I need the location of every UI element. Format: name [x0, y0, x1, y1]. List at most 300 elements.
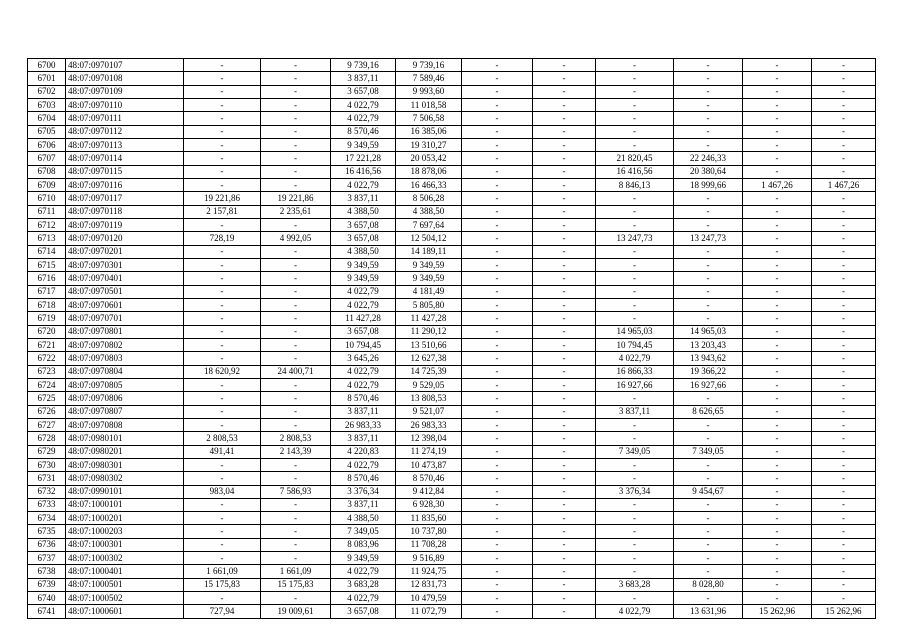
table-cell-v6: - — [533, 245, 596, 258]
table-cell-cadastral-number: 48:07:0970117 — [66, 192, 184, 205]
table-cell-v9: - — [743, 512, 812, 525]
table-cell-v5: - — [462, 178, 533, 191]
table-cell-v9: - — [743, 485, 812, 498]
table-cell-cadastral-number: 48:07:0980302 — [66, 472, 184, 485]
table-cell-v6: - — [533, 325, 596, 338]
table-cell-row-number: 6741 — [28, 605, 66, 618]
table-cell-cadastral-number: 48:07:0970805 — [66, 378, 184, 391]
table-cell-v10: - — [812, 405, 876, 418]
table-cell-v7: - — [596, 525, 674, 538]
table-row — [28, 352, 876, 365]
table-cell-v7: - — [596, 432, 674, 445]
table-cell-cadastral-number: 48:07:0970118 — [66, 205, 184, 218]
table-cell-v4: 9 349,59 — [396, 258, 462, 271]
table-cell-v8: - — [674, 512, 743, 525]
table-cell-v7: - — [596, 72, 674, 85]
table-cell-v2: - — [261, 418, 331, 431]
table-cell-v2: - — [261, 498, 331, 511]
table-cell-row-number: 6720 — [28, 325, 66, 338]
table-cell-v3: 3 376,34 — [331, 485, 396, 498]
table-cell-v4: 10 473,87 — [396, 458, 462, 471]
table-cell-v7: 10 794,45 — [596, 338, 674, 351]
table-row — [28, 85, 876, 98]
table-cell-v8: - — [674, 72, 743, 85]
table-cell-v6: - — [533, 512, 596, 525]
table-cell-v8: 13 631,96 — [674, 605, 743, 618]
table-cell-row-number: 6734 — [28, 512, 66, 525]
table-cell-v10: - — [812, 485, 876, 498]
table-cell-v3: 7 349,05 — [331, 525, 396, 538]
table-cell-v4: 9 521,07 — [396, 405, 462, 418]
table-cell-v8: 14 965,03 — [674, 325, 743, 338]
table-cell-v1: - — [184, 165, 261, 178]
table-cell-v6: - — [533, 178, 596, 191]
table-cell-row-number: 6728 — [28, 432, 66, 445]
table-cell-v9: 1 467,26 — [743, 178, 812, 191]
table-cell-cadastral-number: 48:07:1000101 — [66, 498, 184, 511]
table-cell-v2: - — [261, 592, 331, 605]
table-row — [28, 458, 876, 471]
table-cell-v10: - — [812, 538, 876, 551]
table-cell-v1: 2 808,53 — [184, 432, 261, 445]
table-cell-v2: - — [261, 98, 331, 111]
table-cell-v8: - — [674, 125, 743, 138]
table-cell-v5: - — [462, 432, 533, 445]
table-cell-v2: - — [261, 178, 331, 191]
table-cell-v4: 11 072,79 — [396, 605, 462, 618]
table-cell-v2: - — [261, 458, 331, 471]
table-cell-v9: - — [743, 352, 812, 365]
table-row — [28, 525, 876, 538]
table-cell-row-number: 6715 — [28, 258, 66, 271]
table-cell-v5: - — [462, 552, 533, 565]
table-cell-v1: - — [184, 525, 261, 538]
table-cell-v4: 13 510,66 — [396, 338, 462, 351]
table-cell-v10: - — [812, 552, 876, 565]
table-cell-row-number: 6735 — [28, 525, 66, 538]
table-cell-v4: 9 349,59 — [396, 272, 462, 285]
table-cell-v5: - — [462, 152, 533, 165]
table-cell-v5: - — [462, 605, 533, 618]
table-cell-v10: - — [812, 205, 876, 218]
table-row — [28, 165, 876, 178]
table-cell-cadastral-number: 48:07:1000401 — [66, 565, 184, 578]
table-cell-v6: - — [533, 378, 596, 391]
table-cell-v9: - — [743, 325, 812, 338]
table-cell-v9: - — [743, 378, 812, 391]
table-cell-v4: 11 924,75 — [396, 565, 462, 578]
table-cell-v4: 12 398,04 — [396, 432, 462, 445]
table-cell-row-number: 6725 — [28, 392, 66, 405]
table-cell-v4: 9 529,05 — [396, 378, 462, 391]
table-cell-v4: 13 808,53 — [396, 392, 462, 405]
table-cell-v10: - — [812, 125, 876, 138]
table-cell-row-number: 6719 — [28, 312, 66, 325]
table-row — [28, 152, 876, 165]
table-cell-v10: - — [812, 72, 876, 85]
table-cell-v7: - — [596, 392, 674, 405]
table-cell-v4: 8 506,28 — [396, 192, 462, 205]
table-cell-v8: 18 999,66 — [674, 178, 743, 191]
table-cell-v6: - — [533, 472, 596, 485]
table-cell-v6: - — [533, 552, 596, 565]
table-cell-v2: - — [261, 138, 331, 151]
table-cell-v7: 3 376,34 — [596, 485, 674, 498]
table-cell-v1: 491,41 — [184, 445, 261, 458]
table-cell-v4: 7 589,46 — [396, 72, 462, 85]
table-cell-v4: 11 835,60 — [396, 512, 462, 525]
table-cell-row-number: 6737 — [28, 552, 66, 565]
table-cell-v3: 3 837,11 — [331, 405, 396, 418]
table-cell-v6: - — [533, 605, 596, 618]
table-cell-v1: - — [184, 72, 261, 85]
table-cell-v5: - — [462, 538, 533, 551]
table-cell-v3: 4 388,50 — [331, 245, 396, 258]
table-cell-v6: - — [533, 152, 596, 165]
table-cell-v4: 11 018,58 — [396, 98, 462, 111]
table-cell-cadastral-number: 48:07:0970501 — [66, 285, 184, 298]
table-cell-v10: - — [812, 512, 876, 525]
table-cell-v6: - — [533, 418, 596, 431]
table-cell-v5: - — [462, 98, 533, 111]
table-cell-v2: 2 235,61 — [261, 205, 331, 218]
table-cell-v4: 9 412,84 — [396, 485, 462, 498]
table-cell-cadastral-number: 48:07:0970806 — [66, 392, 184, 405]
table-cell-cadastral-number: 48:07:0970808 — [66, 418, 184, 431]
table-cell-row-number: 6711 — [28, 205, 66, 218]
table-cell-v6: - — [533, 165, 596, 178]
table-cell-v10: - — [812, 445, 876, 458]
table-cell-v8: - — [674, 192, 743, 205]
table-cell-row-number: 6726 — [28, 405, 66, 418]
table-cell-v5: - — [462, 392, 533, 405]
table-cell-cadastral-number: 48:07:0970119 — [66, 218, 184, 231]
table-cell-v4: 9 739,16 — [396, 59, 462, 72]
table-cell-v6: - — [533, 205, 596, 218]
table-cell-v5: - — [462, 298, 533, 311]
table-cell-v10: - — [812, 392, 876, 405]
table-cell-row-number: 6723 — [28, 365, 66, 378]
table-cell-cadastral-number: 48:07:0970109 — [66, 85, 184, 98]
table-cell-v9: - — [743, 592, 812, 605]
table-cell-v5: - — [462, 378, 533, 391]
table-cell-v8: - — [674, 218, 743, 231]
table-cell-v10: - — [812, 59, 876, 72]
table-cell-cadastral-number: 48:07:0970108 — [66, 72, 184, 85]
table-cell-cadastral-number: 48:07:1000501 — [66, 578, 184, 591]
table-cell-v4: 11 427,28 — [396, 312, 462, 325]
table-cell-v5: - — [462, 472, 533, 485]
table-cell-v6: - — [533, 592, 596, 605]
table-row — [28, 578, 876, 591]
table-cell-v9: - — [743, 538, 812, 551]
table-cell-v2: - — [261, 538, 331, 551]
table-cell-v5: - — [462, 405, 533, 418]
table-cell-v3: 3 645,26 — [331, 352, 396, 365]
table-cell-v9: - — [743, 125, 812, 138]
table-cell-row-number: 6721 — [28, 338, 66, 351]
table-cell-v4: 18 878,06 — [396, 165, 462, 178]
table-cell-v2: - — [261, 392, 331, 405]
table-cell-v9: - — [743, 298, 812, 311]
table-cell-v7: 16 416,56 — [596, 165, 674, 178]
table-cell-v10: - — [812, 165, 876, 178]
table-cell-v10: - — [812, 272, 876, 285]
table-cell-v9: - — [743, 432, 812, 445]
table-cell-v9: - — [743, 445, 812, 458]
table-cell-v6: - — [533, 578, 596, 591]
table-cell-v8: 9 454,67 — [674, 485, 743, 498]
table-cell-v6: - — [533, 112, 596, 125]
table-cell-v9: - — [743, 85, 812, 98]
table-row — [28, 365, 876, 378]
table-cell-v5: - — [462, 592, 533, 605]
table-cell-v7: - — [596, 298, 674, 311]
table-cell-v7: - — [596, 418, 674, 431]
table-cell-v3: 8 083,96 — [331, 538, 396, 551]
table-cell-cadastral-number: 48:07:0990101 — [66, 485, 184, 498]
table-cell-v8: - — [674, 112, 743, 125]
table-cell-v8: 13 203,43 — [674, 338, 743, 351]
table-cell-v3: 4 022,79 — [331, 365, 396, 378]
table-cell-v7: 16 927,66 — [596, 378, 674, 391]
table-cell-v3: 3 837,11 — [331, 72, 396, 85]
table-cell-v6: - — [533, 352, 596, 365]
table-cell-v10: 15 262,96 — [812, 605, 876, 618]
table-cell-v3: 4 022,79 — [331, 98, 396, 111]
table-cell-v1: - — [184, 312, 261, 325]
table-cell-row-number: 6712 — [28, 218, 66, 231]
table-cell-v4: 19 310,27 — [396, 138, 462, 151]
table-cell-v3: 4 022,79 — [331, 565, 396, 578]
table-cell-v3: 17 221,28 — [331, 152, 396, 165]
table-cell-v10: - — [812, 85, 876, 98]
table-cell-row-number: 6732 — [28, 485, 66, 498]
table-cell-v7: - — [596, 285, 674, 298]
table-cell-v2: - — [261, 112, 331, 125]
table-cell-v10: - — [812, 245, 876, 258]
table-cell-cadastral-number: 48:07:0970114 — [66, 152, 184, 165]
table-cell-v5: - — [462, 458, 533, 471]
table-cell-v10: - — [812, 458, 876, 471]
table-cell-row-number: 6717 — [28, 285, 66, 298]
table-cell-v2: 7 586,93 — [261, 485, 331, 498]
table-cell-v5: - — [462, 285, 533, 298]
table-row — [28, 125, 876, 138]
table-row — [28, 418, 876, 431]
table-cell-v9: - — [743, 458, 812, 471]
table-cell-v5: - — [462, 85, 533, 98]
table-cell-v2: - — [261, 59, 331, 72]
table-cell-v7: 4 022,79 — [596, 605, 674, 618]
table-cell-v1: - — [184, 405, 261, 418]
table-cell-cadastral-number: 48:07:1000601 — [66, 605, 184, 618]
table-cell-v8: 19 366,22 — [674, 365, 743, 378]
table-row — [28, 592, 876, 605]
table-cell-v1: - — [184, 298, 261, 311]
table-cell-cadastral-number: 48:07:0970807 — [66, 405, 184, 418]
table-cell-v1: - — [184, 112, 261, 125]
table-cell-v2: - — [261, 272, 331, 285]
table-cell-cadastral-number: 48:07:0970107 — [66, 59, 184, 72]
table-cell-row-number: 6708 — [28, 165, 66, 178]
table-row — [28, 472, 876, 485]
table-cell-row-number: 6701 — [28, 72, 66, 85]
table-cell-row-number: 6704 — [28, 112, 66, 125]
table-cell-v9: - — [743, 578, 812, 591]
table-cell-v8: 22 246,33 — [674, 152, 743, 165]
table-cell-cadastral-number: 48:07:0980101 — [66, 432, 184, 445]
table-cell-v8: 13 247,73 — [674, 232, 743, 245]
table-cell-row-number: 6718 — [28, 298, 66, 311]
table-cell-v5: - — [462, 418, 533, 431]
table-cell-v1: - — [184, 378, 261, 391]
table-cell-v3: 26 983,33 — [331, 418, 396, 431]
table-row — [28, 605, 876, 618]
table-cell-v6: - — [533, 432, 596, 445]
table-cell-row-number: 6713 — [28, 232, 66, 245]
table-cell-v10: - — [812, 232, 876, 245]
table-cell-v9: - — [743, 312, 812, 325]
table-cell-v4: 10 737,80 — [396, 525, 462, 538]
table-cell-v6: - — [533, 138, 596, 151]
table-cell-v3: 3 657,08 — [331, 218, 396, 231]
table-cell-v5: - — [462, 325, 533, 338]
table-cell-v4: 5 805,80 — [396, 298, 462, 311]
table-cell-v3: 9 349,59 — [331, 138, 396, 151]
table-cell-v7: - — [596, 218, 674, 231]
table-cell-v6: - — [533, 218, 596, 231]
table-cell-v1: 2 157,81 — [184, 205, 261, 218]
table-cell-v10: - — [812, 152, 876, 165]
table-cell-v10: - — [812, 418, 876, 431]
table-cell-v3: 3 657,08 — [331, 325, 396, 338]
table-cell-row-number: 6705 — [28, 125, 66, 138]
table-cell-cadastral-number: 48:07:0970801 — [66, 325, 184, 338]
table-cell-v3: 4 022,79 — [331, 592, 396, 605]
table-cell-v2: - — [261, 245, 331, 258]
table-cell-row-number: 6702 — [28, 85, 66, 98]
table-cell-row-number: 6738 — [28, 565, 66, 578]
table-cell-v2: 1 661,09 — [261, 565, 331, 578]
table-cell-v8: - — [674, 418, 743, 431]
table-cell-v8: - — [674, 525, 743, 538]
table-cell-v8: - — [674, 205, 743, 218]
table-cell-v3: 3 683,28 — [331, 578, 396, 591]
table-cell-v7: - — [596, 538, 674, 551]
table-cell-v9: - — [743, 138, 812, 151]
table-cell-cadastral-number: 48:07:1000301 — [66, 538, 184, 551]
table-cell-v4: 4 181,49 — [396, 285, 462, 298]
table-cell-v7: - — [596, 552, 674, 565]
table-cell-v5: - — [462, 232, 533, 245]
table-cell-v1: - — [184, 218, 261, 231]
table-cell-v1: - — [184, 592, 261, 605]
table-cell-row-number: 6710 — [28, 192, 66, 205]
table-cell-v9: - — [743, 272, 812, 285]
table-cell-v1: 15 175,83 — [184, 578, 261, 591]
table-cell-v2: - — [261, 312, 331, 325]
table-cell-v2: - — [261, 152, 331, 165]
table-cell-v1: - — [184, 152, 261, 165]
table-cell-cadastral-number: 48:07:0970110 — [66, 98, 184, 111]
table-cell-v10: - — [812, 192, 876, 205]
table-cell-v4: 10 479,59 — [396, 592, 462, 605]
table-cell-v3: 9 349,59 — [331, 552, 396, 565]
table-row — [28, 59, 876, 72]
table-cell-v4: 12 627,38 — [396, 352, 462, 365]
table-cell-v6: - — [533, 312, 596, 325]
table-cell-v10: - — [812, 378, 876, 391]
table-cell-row-number: 6703 — [28, 98, 66, 111]
table-cell-v6: - — [533, 485, 596, 498]
table-cell-v4: 26 983,33 — [396, 418, 462, 431]
table-cell-row-number: 6730 — [28, 458, 66, 471]
table-row — [28, 538, 876, 551]
table-cell-v2: - — [261, 352, 331, 365]
table-cell-v8: 8 626,65 — [674, 405, 743, 418]
table-cell-v6: - — [533, 538, 596, 551]
table-cell-v9: - — [743, 98, 812, 111]
table-row — [28, 138, 876, 151]
table-cell-v3: 11 427,28 — [331, 312, 396, 325]
table-cell-v6: - — [533, 298, 596, 311]
table-cell-v9: - — [743, 59, 812, 72]
table-row — [28, 485, 876, 498]
table-cell-v7: - — [596, 592, 674, 605]
table-row — [28, 178, 876, 191]
table-cell-v10: - — [812, 98, 876, 111]
table-cell-row-number: 6700 — [28, 59, 66, 72]
table-cell-v8: - — [674, 285, 743, 298]
table-cell-v5: - — [462, 365, 533, 378]
table-row — [28, 312, 876, 325]
table-cell-cadastral-number: 48:07:1000201 — [66, 512, 184, 525]
table-cell-v9: - — [743, 218, 812, 231]
data-table — [27, 58, 876, 619]
table-cell-v6: - — [533, 258, 596, 271]
table-cell-v9: - — [743, 498, 812, 511]
table-cell-v3: 4 388,50 — [331, 512, 396, 525]
table-cell-row-number: 6733 — [28, 498, 66, 511]
table-cell-v1: - — [184, 245, 261, 258]
table-cell-cadastral-number: 48:07:0970113 — [66, 138, 184, 151]
table-cell-v5: - — [462, 245, 533, 258]
table-cell-v5: - — [462, 498, 533, 511]
table-cell-v6: - — [533, 98, 596, 111]
table-cell-v10: - — [812, 578, 876, 591]
table-cell-v6: - — [533, 85, 596, 98]
table-cell-v2: - — [261, 552, 331, 565]
table-cell-v9: - — [743, 192, 812, 205]
table-cell-v9: - — [743, 392, 812, 405]
table-cell-v9: - — [743, 418, 812, 431]
table-cell-v7: 4 022,79 — [596, 352, 674, 365]
table-cell-v6: - — [533, 498, 596, 511]
table-cell-v6: - — [533, 392, 596, 405]
table-row — [28, 112, 876, 125]
table-cell-v4: 20 053,42 — [396, 152, 462, 165]
table-cell-v5: - — [462, 138, 533, 151]
table-row — [28, 272, 876, 285]
table-cell-v4: 16 466,33 — [396, 178, 462, 191]
table-cell-v1: - — [184, 512, 261, 525]
table-cell-v1: - — [184, 85, 261, 98]
table-row — [28, 98, 876, 111]
table-cell-v4: 4 388,50 — [396, 205, 462, 218]
table-cell-v1: 727,94 — [184, 605, 261, 618]
table-cell-v3: 9 739,16 — [331, 59, 396, 72]
